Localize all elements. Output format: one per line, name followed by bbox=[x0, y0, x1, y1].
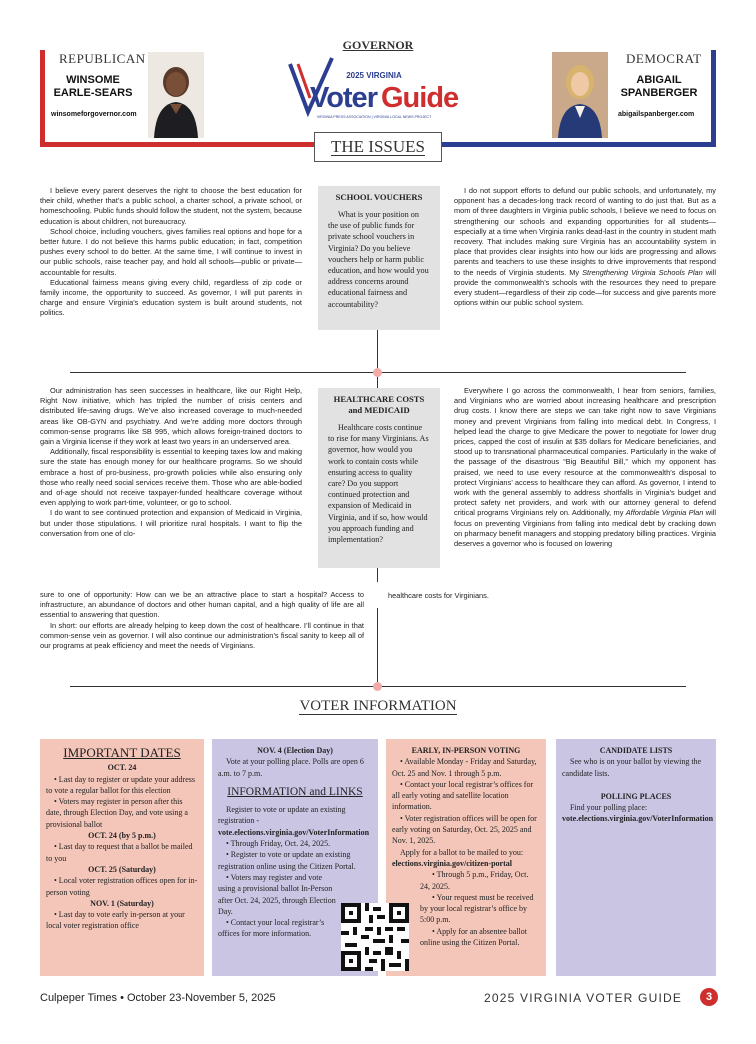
footer-publication: Culpeper Times • October 23-November 5, 2025 bbox=[40, 992, 276, 1004]
citizen-portal-link[interactable]: elections.virginia.gov/citizen-portal bbox=[392, 858, 512, 868]
voter-guide-logo bbox=[284, 54, 464, 122]
democrat-answer-vouchers: I do not support efforts to defund our public schools, and unfortunately, my opponent has a decades-long track record of wanting to do just that. But as a mom of three daughters in Virginia public schools, I believe we need to focus on strengthening our schools and expanding opportunities for all students—especially at a time when Virginia ranks dead-last in the country in student math recovery. That includes making sure Virginia has an accountability system in place that provides clear insights into how our kids are progressing and allows parents and teachers to use these insights to drive improvements that respond to the needs of Virginia students. My Strengthening Virginia Schools Plan will provide the commonwealth’s schools with the resources they need to prepare every student—regardless of their zip code—for success and give parents more options within our public school system. bbox=[454, 186, 716, 308]
democrat-underline-bar bbox=[440, 142, 716, 147]
divider-dot-1 bbox=[373, 368, 382, 377]
registration-link[interactable]: vote.elections.virginia.gov/VoterInformation bbox=[218, 827, 370, 837]
democrat-label: DEMOCRAT bbox=[626, 51, 702, 66]
republican-candidate-name: WINSOME EARLE-SEARS bbox=[53, 74, 133, 99]
divider-vertical-3 bbox=[377, 568, 378, 582]
voter-information-title: VOTER INFORMATION bbox=[299, 698, 457, 714]
divider-dot-2 bbox=[373, 682, 382, 691]
page-number: 3 bbox=[700, 988, 718, 1006]
svg-text:Voter: Voter bbox=[310, 82, 377, 114]
issues-title-box: THE ISSUES bbox=[314, 132, 442, 162]
polling-place-link[interactable]: vote.elections.virginia.gov/VoterInformation bbox=[562, 814, 714, 824]
divider-vertical-4 bbox=[377, 608, 378, 682]
democrat-website[interactable]: abigailspanberger.com bbox=[618, 111, 695, 118]
qr-code[interactable] bbox=[341, 903, 409, 971]
section-label: GOVERNOR bbox=[342, 38, 414, 52]
democrat-candidate-name: ABIGAIL SPANBERGER bbox=[620, 74, 698, 99]
democrat-candidate-photo bbox=[552, 52, 608, 138]
democrat-answer-healthcare: Everywhere I go across the commonwealth, I hear from seniors, families, and Virginians who are worried about increasing healthcare and prescription drug costs. I know there are steps we can take right now to save Virginians money and prevent Virginians from falling into medical debt. In Congress, I helped lead the charge to give Medicare the power to negotiate for lower drug prices, capped the cost of insulin at $35 dollars for Medicare beneficiaries, and stood up to transnational pharmaceutical companies. Particularly in the wake of the passage of the disastrous “Big Beautiful Bill,” which my opponent has praised, we need to use every resource at the commonwealth’s disposal to protect Virginians’ access to healthcare they can afford. As governor, I intend to work with the general assembly to address shortfalls in Virginia’s budget and protect safety net providers, and work with our attorney general to defend critical programs Virginians rely on. Additionally, my Affordable Virginia Plan will focus on preventing Virginians from falling into medical debt by cracking down on pharmacy benefit managers and stopping predatory billing practices. Virginia deserves a governor who is focused on lowering bbox=[454, 386, 717, 549]
democrat-accent-bar bbox=[711, 50, 716, 147]
important-dates-box: IMPORTANT DATES OCT. 24 • Last day to register or update your address to vote a regular ballot for this election • Voters may register in person after this date, through Election Day, and vote using a provisional ballot OCT. 24 (by 5 p.m.) • Last day to request that a ballot be mailed to you OCT. 25 (Saturday) • Local voter registration offices open for in-person voting NOV. 1 (Saturday) • Last day to vote early in-person at your local voter registration office bbox=[40, 739, 204, 976]
early-voting-box: EARLY, IN-PERSON VOTING • Available Monday - Friday and Saturday, Oct. 25 and Nov. 1 through 5 p.m. • Contact your local registrar’s offices for all early voting and satellite location information. • Voter registration offices will be open for early voting on Saturday, Oct. 25, 2025 and Nov. 1, 2025. Apply for a ballot to be mailed to you: elections.virginia.gov/citizen-portal • Through 5 p.m., Friday, Oct. 24, 2025. • Your request must be received by your local registrar’s office by 5:00 p.m. • Apply for an absentee ballot online using the Citizen Portal. bbox=[386, 739, 546, 976]
footer-guide-title: 2025 VIRGINIA VOTER GUIDE bbox=[484, 991, 683, 1005]
election-day-box: NOV. 4 (Election Day) Vote at your polling place. Polls are open 6 a.m. to 7 p.m. INFORMATION and LINKS Register to vote or update an existing registration - vote.elections.virginia.gov/VoterInformation • Through Friday, Oct. 24, 2025. • Register to vote or update an existing registration online using the Citizen Portal. • Voters may register and vote using a provisional ballot In-Person after Oct. 24, 2025, through Election Day. • Contact your local registrar’s offices for more information. bbox=[212, 739, 378, 976]
divider-vertical-1 bbox=[377, 330, 378, 368]
republican-answer-healthcare-continued: sure to one of opportunity: How can we be an attractive place to start a hospital? Access to infrastructure, an abundance of doctors and other human capital, and a high quality of life are all essential to answering that question. In short: our efforts are already helping to keep down the cost of healthcare. I’ll continue in that common-sense vein as governor. I will also continue our administration’s fiscal sanity to keep all of our programs at peak efficiency and meet the needs of Virginians. bbox=[40, 590, 364, 651]
republican-website[interactable]: winsomeforgovernor.com bbox=[51, 111, 137, 118]
question-box-healthcare: HEALTHCARE COSTS and MEDICAID Healthcare costs continue to rise for many Virginians. As governor, how would you work to contain costs while ensuring access to quality care? Do you support continued protection and expansion of Medicaid in Virginia, and if so, how would you approach funding and implementation? bbox=[318, 388, 440, 568]
republican-label: REPUBLICAN bbox=[59, 51, 146, 66]
svg-text:Guide: Guide bbox=[381, 82, 459, 114]
svg-text:2025 VIRGINIA: 2025 VIRGINIA bbox=[346, 71, 402, 80]
republican-answer-healthcare: Our administration has seen successes in healthcare, like our Right Help, Right Now initiative, which has tripled the number of crisis centers and distributed life-saving drugs. We’ve also increased coverage to much-needed areas like OB-GYN and psychiatry. And we’re adding more doctors through common-sense programs like SB 995, which allows foreign-trained doctors to gain a Virginia license if they work at least two years in an underserved area. Additionally, fiscal responsibility is essential to keeping taxes low and making sure the state has enough money for our healthcare programs. So we should embrace a host of pro-business, pro-growth policies while also ensuring only those who really need social services receive them. Those who are able-bodied and of-age should not receive taxpayer-funded healthcare coverage without even applying to work part-time, volunteer, or go to school. I do want to see continued protection and expansion of Medicaid in Virginia, but under those stipulations. I will prioritize rural hospitals. I want to flip the conversation from one of clo- bbox=[40, 386, 302, 538]
republican-underline-bar bbox=[40, 142, 314, 147]
republican-answer-vouchers: I believe every parent deserves the right to choose the best education for their child, whether that’s a public school, a charter school, a private school, or homeschooling. Public funds should follow the student, not the system, because education is about children, not bureaucracy. School choice, including vouchers, gives families real options and hope for a better future. I do not believe this harms public education; in fact, competition pushes every school to do better. At the same time, I will continue to invest in our public schools, raise teacher pay, and hold all schools—public or private—accountable for results. Educational fairness means giving every child, regardless of zip code or family income, the opportunity to succeed. As governor, I will put parents in charge and ensure Virginia’s education system is built around students, not politics. bbox=[40, 186, 302, 318]
republican-accent-bar bbox=[40, 50, 45, 147]
question-box-vouchers: SCHOOL VOUCHERS What is your position on the use of public funds for private school vouchers in Virginia? Do you believe vouchers help or harm public education, and how would you address concerns around educational fairness and accountability? bbox=[318, 186, 440, 330]
svg-text:VIRGINIA PRESS ASSOCIATION |: VIRGINIA PRESS ASSOCIATION | VIRGINIA LOCAL NEWS PROJECT bbox=[316, 115, 432, 119]
republican-candidate-photo bbox=[148, 52, 204, 138]
democrat-answer-healthcare-continued: healthcare costs for Virginians. bbox=[388, 591, 489, 600]
candidate-lists-box: CANDIDATE LISTS See who is on your ballot by viewing the candidate lists. POLLING PLACES Find your polling place: vote.elections.virginia.gov/VoterInformation bbox=[556, 739, 716, 976]
